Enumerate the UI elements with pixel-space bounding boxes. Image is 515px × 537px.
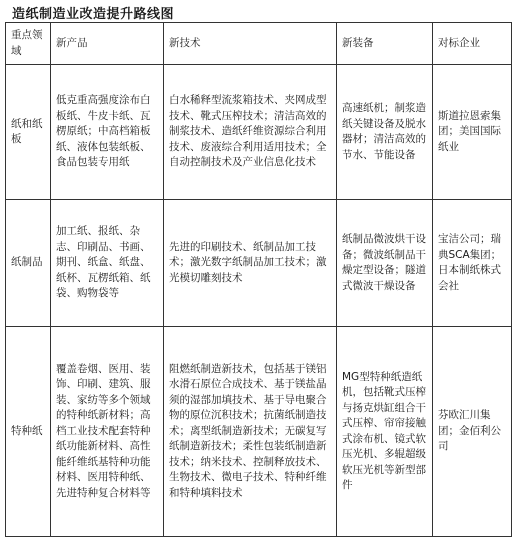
table-row <box>6 200 512 327</box>
table-header-row <box>6 23 512 65</box>
cell-technologies: 白水稀释型流浆箱技术、夹网成型技术、靴式压榨技术；清洁高效的制浆技术、造纸纤维资源综合利用技术、废液综合利用适用技术；全自动控制技术及产业信息化技术 <box>164 65 337 200</box>
header-benchmarks: 对标企业 <box>433 23 512 65</box>
table-row <box>6 327 512 537</box>
cell-benchmarks: 宝洁公司；瑞典SCA集团；日本制纸株式会社 <box>433 200 512 327</box>
cell-technologies: 先进的印刷技术、纸制品加工技术；激光数字纸制品加工技术；激光模切雕刻技术 <box>164 200 337 327</box>
cell-products: 覆盖卷烟、医用、装饰、印刷、建筑、服装、家纺等多个领域的特种纸新材料；高档工业技术配套特种纸功能新材料、高性能纤维纸基特种功能材料、医用特种纸、先进特种复合材料等 <box>51 327 164 537</box>
table-row <box>6 65 512 200</box>
cell-field: 纸制品 <box>6 200 51 327</box>
cell-field: 纸和纸板 <box>6 65 51 200</box>
cell-products: 加工纸、报纸、杂志、印刷品、书画、期刊、纸盒、纸盘、纸杯、瓦楞纸箱、纸袋、购物袋等 <box>51 200 164 327</box>
header-equipment: 新装备 <box>337 23 433 65</box>
roadmap-table <box>5 22 512 537</box>
cell-equipment: 高速纸机；制浆造纸关键设备及脱水器材；清洁高效的节水、节能设备 <box>337 65 433 200</box>
cell-technologies: 阻燃纸制造新技术，包括基于镁铝水滑石原位合成技术、基于镁盐晶须的湿部加填技术、基于导电聚合物的原位沉积技术；抗菌纸制造技术；离型纸制造新技术；无碳复写纸制造新技术；柔性包装纸制造新技术；纳米技术、控制释放技术、生物技术、微电子技术、特种纤维和特种填料技术 <box>164 327 337 537</box>
cell-equipment: 纸制品微波烘干设备；微波纸制品干燥定型设备；隧道式微波干燥设备 <box>337 200 433 327</box>
header-field: 重点领域 <box>6 23 51 65</box>
cell-benchmarks: 芬欧汇川集团；金佰利公司 <box>433 327 512 537</box>
cell-benchmarks: 斯道拉恩索集团；美国国际纸业 <box>433 65 512 200</box>
cell-products: 低克重高强度涂布白板纸、牛皮卡纸、瓦楞原纸；中高档箱板纸、液体包装纸板、食品包装专用纸 <box>51 65 164 200</box>
header-technologies: 新技术 <box>164 23 337 65</box>
header-products: 新产品 <box>51 23 164 65</box>
page-title: 造纸制造业改造提升路线图 <box>12 7 175 22</box>
cell-field: 特种纸 <box>6 327 51 537</box>
cell-equipment: MG型特种纸造纸机，包括靴式压榨与扬克烘缸组合干式压榨、帘帘接触式涂布机、镜式软压光机、多辊超级软压光机等新型部件 <box>337 327 433 537</box>
